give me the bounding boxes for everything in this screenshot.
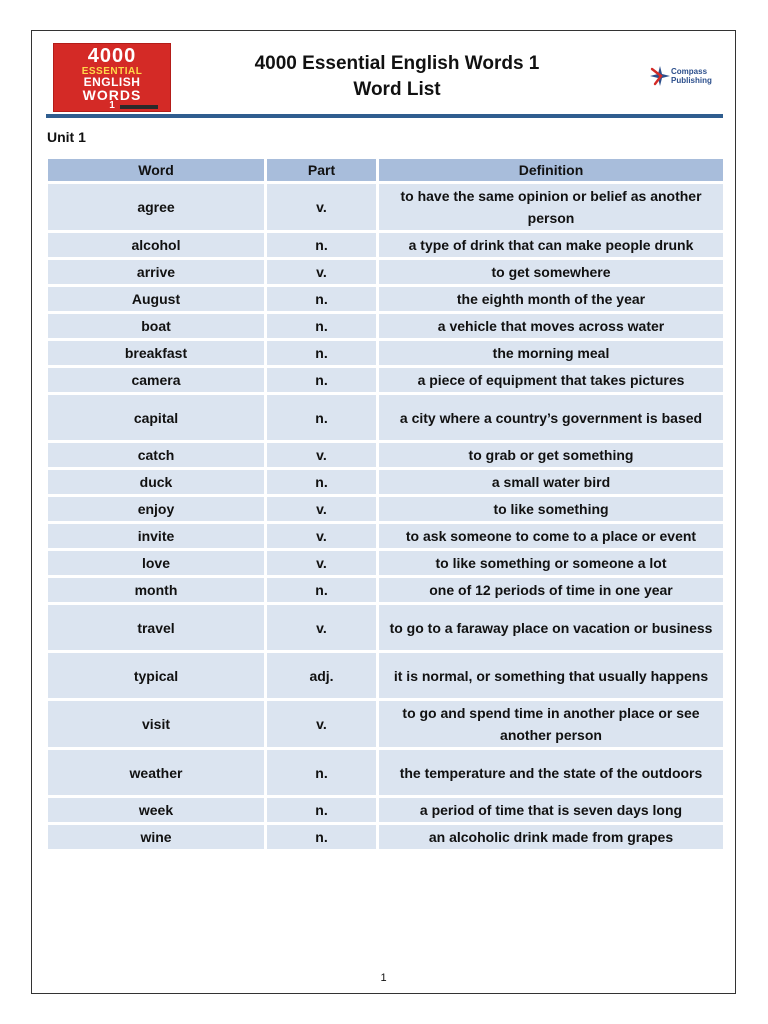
definition-cell: the eighth month of the year (379, 287, 723, 311)
word-cell: arrive (48, 260, 264, 284)
table-header-row (48, 159, 723, 181)
table-row (48, 341, 723, 365)
table-row (48, 314, 723, 338)
table-row (48, 470, 723, 494)
definition-cell: to go and spend time in another place or see another person (379, 701, 723, 747)
table-row (48, 395, 723, 440)
word-cell: camera (48, 368, 264, 392)
book-cover-line4: WORDS (82, 87, 142, 103)
book-cover-author-strip (120, 105, 158, 109)
part-cell: n. (267, 395, 376, 440)
publisher-name-line1: Compass (671, 67, 708, 76)
table-row (48, 443, 723, 467)
word-cell: travel (48, 605, 264, 650)
part-cell: v. (267, 497, 376, 521)
part-cell: v. (267, 184, 376, 230)
part-cell: n. (267, 470, 376, 494)
definition-cell: to go to a faraway place on vacation or business (379, 605, 723, 650)
word-cell: invite (48, 524, 264, 548)
table-row (48, 368, 723, 392)
definition-cell: an alcoholic drink made from grapes (379, 825, 723, 849)
unit-heading: Unit 1 (47, 129, 86, 145)
document-page (31, 30, 736, 994)
part-cell: v. (267, 524, 376, 548)
title-line-1: 4000 Essential English Words 1 (254, 53, 540, 74)
part-cell: v. (267, 701, 376, 747)
part-cell: n. (267, 341, 376, 365)
definition-cell: to grab or get something (379, 443, 723, 467)
word-cell: duck (48, 470, 264, 494)
table-row (48, 497, 723, 521)
part-cell: v. (267, 551, 376, 575)
definition-cell: it is normal, or something that usually happens (379, 653, 723, 698)
definition-cell: a period of time that is seven days long (379, 798, 723, 822)
definition-cell: a small water bird (379, 470, 723, 494)
part-cell: n. (267, 578, 376, 602)
book-cover-line1: 4000 (87, 45, 137, 67)
definition-cell: to get somewhere (379, 260, 723, 284)
table-row (48, 701, 723, 747)
definition-cell: a vehicle that moves across water (379, 314, 723, 338)
definition-cell: to ask someone to come to a place or event (379, 524, 723, 548)
part-cell: n. (267, 368, 376, 392)
part-cell: n. (267, 750, 376, 795)
definition-cell: the temperature and the state of the outdoors (379, 750, 723, 795)
book-cover-line5: 1 (109, 100, 115, 111)
definition-cell: to like something (379, 497, 723, 521)
part-cell: v. (267, 260, 376, 284)
column-header-definition: Definition (379, 159, 723, 181)
publisher-name (671, 67, 712, 85)
definition-cell: one of 12 periods of time in one year (379, 578, 723, 602)
definition-cell: a piece of equipment that takes pictures (379, 368, 723, 392)
word-cell: enjoy (48, 497, 264, 521)
page-number: 1 (380, 972, 387, 984)
table-row (48, 524, 723, 548)
word-cell: typical (48, 653, 264, 698)
table-row (48, 653, 723, 698)
table-row (48, 287, 723, 311)
definition-cell: a city where a country’s government is based (379, 395, 723, 440)
word-cell: weather (48, 750, 264, 795)
part-cell: n. (267, 314, 376, 338)
word-cell: week (48, 798, 264, 822)
word-cell: August (48, 287, 264, 311)
word-cell: breakfast (48, 341, 264, 365)
publisher-logo (649, 65, 729, 89)
definition-cell: the morning meal (379, 341, 723, 365)
column-header-part: Part (267, 159, 376, 181)
word-cell: capital (48, 395, 264, 440)
word-cell: boat (48, 314, 264, 338)
part-cell: adj. (267, 653, 376, 698)
table-row (48, 798, 723, 822)
part-cell: n. (267, 287, 376, 311)
compass-star-icon (649, 65, 671, 87)
word-list-table (45, 156, 726, 852)
table-row (48, 260, 723, 284)
book-cover-line3: ENGLISH (83, 75, 141, 89)
part-cell: v. (267, 443, 376, 467)
word-cell: agree (48, 184, 264, 230)
table-row (48, 233, 723, 257)
word-cell: catch (48, 443, 264, 467)
definition-cell: a type of drink that can make people drunk (379, 233, 723, 257)
header-divider (46, 114, 723, 118)
publisher-name-line2: Publishing (671, 76, 712, 85)
book-cover-logo (53, 43, 171, 112)
word-cell: visit (48, 701, 264, 747)
document-title (182, 51, 612, 103)
table-row (48, 578, 723, 602)
table-row (48, 825, 723, 849)
word-cell: month (48, 578, 264, 602)
part-cell: v. (267, 605, 376, 650)
table-row (48, 605, 723, 650)
column-header-word: Word (48, 159, 264, 181)
part-cell: n. (267, 798, 376, 822)
part-cell: n. (267, 825, 376, 849)
title-line-2: Word List (353, 79, 441, 100)
definition-cell: to like something or someone a lot (379, 551, 723, 575)
word-cell: love (48, 551, 264, 575)
book-cover-line2: ESSENTIAL (81, 66, 143, 77)
word-cell: wine (48, 825, 264, 849)
definition-cell: to have the same opinion or belief as another person (379, 184, 723, 230)
table-row (48, 184, 723, 230)
word-cell: alcohol (48, 233, 264, 257)
table-row (48, 551, 723, 575)
table-row (48, 750, 723, 795)
part-cell: n. (267, 233, 376, 257)
